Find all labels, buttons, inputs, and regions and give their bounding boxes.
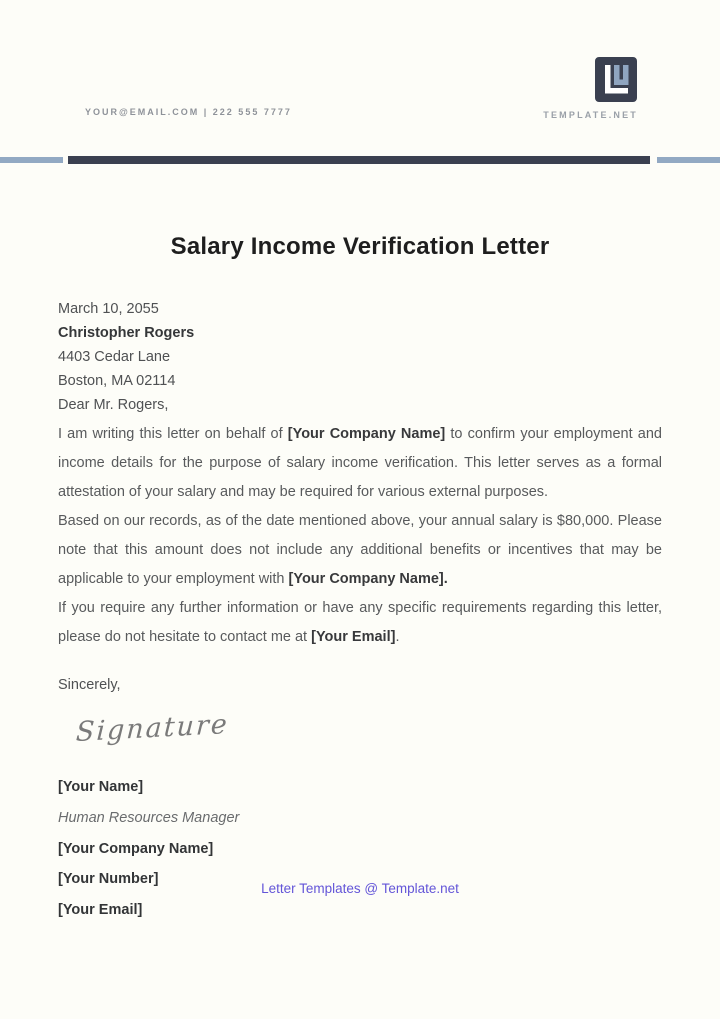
letter-paragraph: I am writing this letter on behalf of [Your Company Name] to confirm your employment and income details for the purpose of salary income verification. This letter serves as a formal attestation of your salary and may be required for various external purposes. — [58, 426, 662, 500]
template-net-logo-icon — [595, 57, 637, 102]
footer-template-link[interactable]: Letter Templates @ Template.net — [261, 881, 459, 896]
salutation: Dear Mr. Rogers, — [58, 397, 169, 413]
signer-company: [Your Company Name] — [58, 840, 214, 857]
divider-segment-right — [657, 157, 720, 163]
signer-number: [Your Number] — [58, 871, 159, 887]
signer-name: [Your Name] — [58, 779, 144, 795]
divider-segment-center — [68, 156, 650, 164]
divider-segment-left — [0, 157, 63, 163]
letter-body — [58, 297, 662, 931]
signature-script: Signature — [75, 708, 230, 749]
signer-title: Human Resources Manager — [58, 809, 240, 826]
closing-salutation: Sincerely, — [58, 677, 121, 693]
header-contact-info: YOUR@EMAIL.COM | 222 555 7777 — [85, 107, 292, 117]
letter-paragraph: Based on our records, as of the date mentioned above, your annual salary is $80,000. Please note that this amount does not include any additional benefits or incentives that may be applicable to your employment with [Your Company Name]. — [58, 513, 662, 587]
recipient-address-line1: 4403 Cedar Lane — [58, 349, 171, 365]
signature-block — [58, 778, 662, 919]
recipient-name: Christopher Rogers — [58, 325, 195, 341]
signer-email: [Your Email] — [58, 901, 143, 918]
brand-text: TEMPLATE.NET — [543, 110, 638, 120]
recipient-address-line2: Boston, MA 02114 — [58, 373, 176, 389]
page-title: Salary Income Verification Letter — [170, 233, 550, 260]
letter-date: March 10, 2055 — [58, 301, 159, 317]
letter-paragraphs — [58, 420, 662, 652]
letter-paragraph: If you require any further information or have any specific requirements regarding this letter, please do not hesitate to contact me at [Your Email]. — [58, 600, 662, 645]
